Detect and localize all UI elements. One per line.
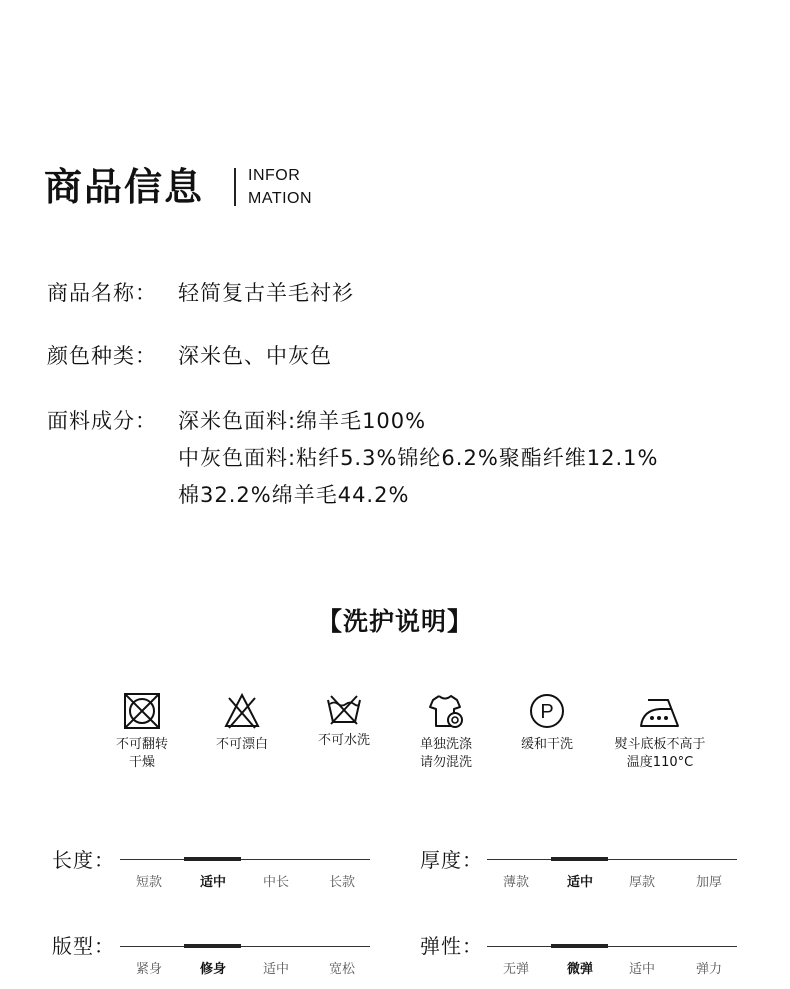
elasticity-selected-mark [551, 944, 608, 948]
length-scale-line [120, 859, 370, 860]
title-divider [234, 168, 236, 206]
no-wash-icon [325, 692, 363, 726]
section-title: 商品信息 [44, 165, 205, 209]
care-item-no-tumble-dry [87, 692, 197, 772]
thickness-label: 厚度： [420, 848, 483, 872]
care-item-no-bleach [187, 692, 297, 754]
thickness-option-selected: 适中 [566, 875, 593, 890]
gentle-dry-clean-icon [528, 692, 566, 730]
elasticity-label: 弹性： [420, 934, 483, 958]
fabric-line-1: 深米色面料:绵羊毛100% [178, 409, 427, 433]
fit-option: 适中 [262, 962, 289, 977]
care-text-wash-separately: 单独洗涤 请勿混洗 [419, 737, 472, 770]
thickness-scale-line [487, 859, 737, 860]
care-text-no-tumble-dry: 不可翻转 干燥 [115, 737, 168, 770]
fit-option: 紧身 [135, 962, 162, 977]
no-bleach-icon [223, 692, 261, 730]
care-item-iron [600, 692, 720, 772]
thickness-option: 厚款 [628, 875, 655, 890]
fit-option-selected: 修身 [199, 962, 226, 977]
no-tumble-dry-icon [123, 692, 161, 730]
elasticity-scale-line [487, 946, 737, 947]
product-name-label: 商品名称： [47, 281, 157, 305]
elasticity-option-selected: 微弹 [566, 962, 593, 977]
length-option: 中长 [262, 875, 289, 890]
length-label: 长度： [52, 848, 115, 872]
fit-option: 宽松 [328, 962, 355, 977]
care-item-no-wash [289, 692, 399, 750]
care-item-wash-separately [391, 692, 501, 772]
wash-separately-icon [427, 692, 465, 730]
elasticity-option: 适中 [628, 962, 655, 977]
length-option: 长款 [328, 875, 355, 890]
iron-icon [638, 692, 682, 730]
thickness-option: 薄款 [502, 875, 529, 890]
care-text-no-wash: 不可水洗 [317, 733, 370, 748]
care-item-gentle-dry-clean [492, 692, 602, 754]
care-text-iron: 熨斗底板不高于 温度110°C [614, 737, 706, 770]
care-text-gentle-dry-clean: 缓和干洗 [520, 737, 573, 752]
care-text-no-bleach: 不可漂白 [215, 737, 268, 752]
product-name-value: 轻简复古羊毛衬衫 [178, 281, 354, 305]
fabric-label: 面料成分： [47, 409, 157, 433]
title-en-line2: MATION [248, 190, 313, 207]
color-label: 颜色种类： [47, 344, 157, 368]
title-en-line1: INFOR [248, 167, 301, 184]
fit-scale-line [120, 946, 370, 947]
elasticity-option: 无弹 [502, 962, 529, 977]
fabric-line-2: 中灰色面料:粘纤5.3%锦纶6.2%聚酯纤维12.1% [178, 446, 659, 470]
care-title: 【洗护说明】 [316, 607, 473, 636]
length-selected-mark [184, 857, 241, 861]
fabric-line-3: 棉32.2%绵羊毛44.2% [178, 483, 410, 507]
length-option-selected: 适中 [199, 875, 226, 890]
color-value: 深米色、中灰色 [178, 344, 332, 368]
thickness-selected-mark [551, 857, 608, 861]
fit-selected-mark [184, 944, 241, 948]
length-option: 短款 [135, 875, 162, 890]
thickness-option: 加厚 [695, 875, 722, 890]
fit-label: 版型： [52, 934, 115, 958]
elasticity-option: 弹力 [695, 962, 722, 977]
dry-clean-letter: P [540, 701, 554, 723]
